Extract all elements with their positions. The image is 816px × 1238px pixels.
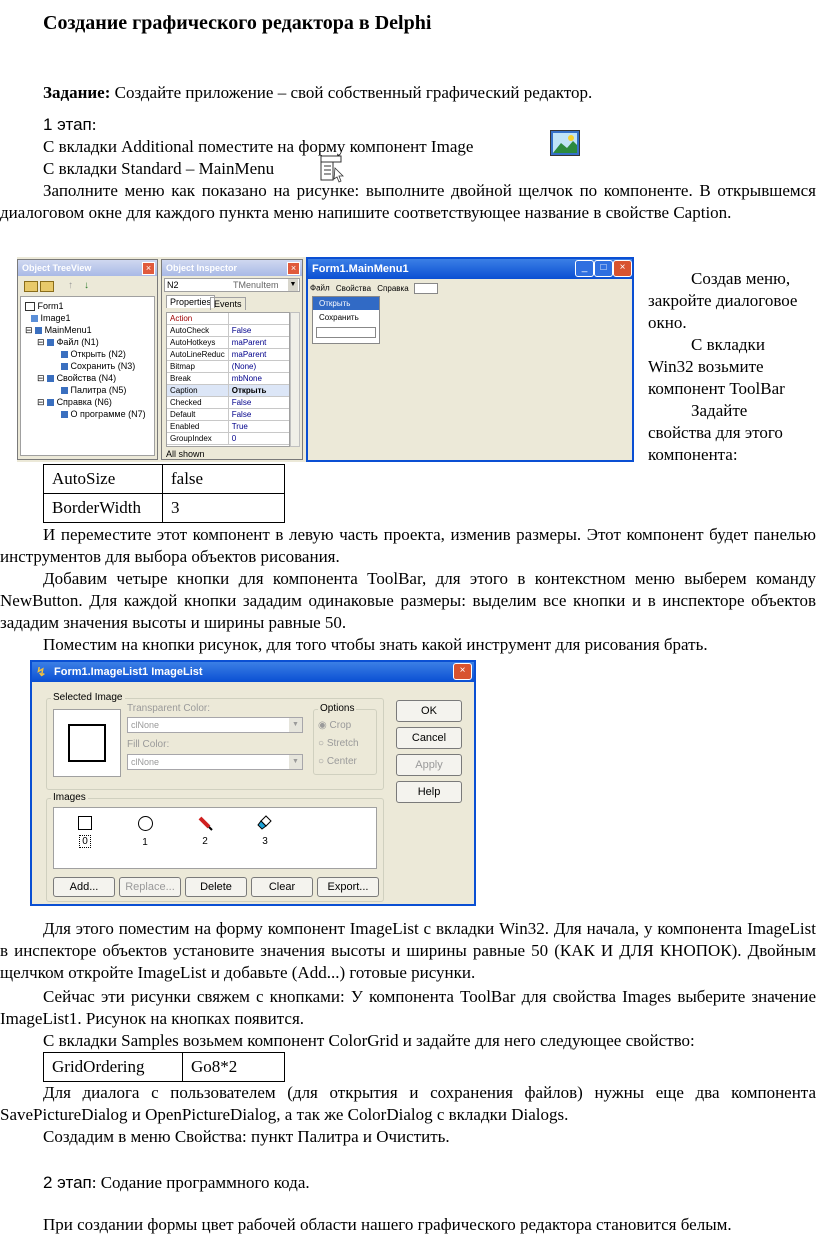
tab-events[interactable]	[210, 297, 246, 310]
export-label: Export...	[327, 881, 369, 893]
clear-button[interactable]	[251, 877, 313, 897]
imagelist-titlebar	[32, 662, 474, 682]
menu-item-new[interactable]	[316, 327, 376, 338]
property-value[interactable]: maParent	[228, 337, 289, 349]
property-value[interactable]: mbNone	[228, 373, 289, 385]
radio-crop[interactable]: ◉ Crop	[318, 720, 352, 731]
replace-label: Replace...	[125, 881, 175, 893]
treeview-titlebar	[18, 260, 157, 276]
dropdown-menu	[312, 296, 380, 344]
image-index: 3	[262, 836, 268, 847]
radio-stretch[interactable]: ○ Stretch	[318, 738, 359, 749]
property-value[interactable]	[228, 313, 289, 325]
imagelist-dialog	[30, 660, 476, 906]
image-item[interactable]	[74, 814, 96, 847]
selector-name: N2	[167, 280, 179, 290]
image-component-icon	[550, 130, 580, 156]
menu-designer-title: Form1.MainMenu1	[312, 263, 409, 275]
image-item[interactable]	[254, 814, 276, 847]
stage1-line2: С вкладки Standard – MainMenu	[43, 159, 275, 178]
menu-item-open[interactable]: Открыть	[313, 297, 379, 310]
property-name: Caption	[167, 385, 228, 397]
property-value[interactable]: False	[228, 397, 289, 409]
arrow-up-icon[interactable]: ↑	[68, 280, 73, 291]
property-row[interactable]	[167, 421, 289, 433]
tree-node-label: Файл (N1)	[56, 337, 99, 347]
treeview-title: Object TreeView	[22, 263, 92, 273]
property-name: Action	[167, 313, 228, 325]
inspector-close-icon[interactable]: ×	[287, 262, 300, 275]
inspector-titlebar	[162, 260, 302, 276]
property-value[interactable]: maParent	[228, 349, 289, 361]
selected-image-group	[46, 692, 384, 790]
images-label: Images	[53, 792, 86, 803]
side-text-1: Создав меню, закройте диалоговое окно.	[648, 269, 798, 332]
tree-node[interactable]: ⊟ Свойства (N4)	[37, 373, 117, 383]
property-name: Default	[167, 409, 228, 421]
delete-label: Delete	[200, 881, 232, 893]
tree-node[interactable]: ⊟ Файл (N1)	[37, 337, 99, 347]
arrow-down-icon[interactable]: ↓	[84, 280, 89, 291]
treeview-tree	[20, 296, 155, 456]
property-row[interactable]	[167, 397, 289, 409]
tree-node-label: MainMenu1	[44, 325, 92, 335]
stage2-text: : Содание программного кода.	[91, 1173, 310, 1192]
tree-node-label: Image1	[40, 313, 71, 323]
images-group	[46, 792, 384, 902]
menu-item-save[interactable]: Сохранить	[319, 313, 359, 322]
tree-node-label: Открыть (N2)	[70, 349, 126, 359]
property-name: Bitmap	[167, 361, 228, 373]
inspector-object-selector[interactable]	[164, 278, 300, 292]
toolbar-properties-table	[43, 464, 285, 523]
add-button[interactable]	[53, 877, 115, 897]
fill-color-value: clNone	[131, 757, 160, 767]
tree-node-label: Form1	[37, 301, 64, 311]
side-text-2: С вкладки Win32 возьмите компонент ToolBar	[648, 335, 785, 398]
inspector-title: Object Inspector	[166, 263, 238, 273]
close-button[interactable]: ×	[613, 260, 632, 277]
apply-label: Apply	[415, 759, 443, 771]
property-row[interactable]	[167, 325, 289, 337]
property-row[interactable]	[167, 385, 289, 397]
pencil-icon	[197, 815, 213, 831]
chevron-down-icon[interactable]: ▼	[289, 718, 302, 732]
selected-image-preview	[53, 709, 121, 777]
treeview-toolbar	[20, 278, 155, 294]
folder-add-icon[interactable]	[40, 281, 54, 292]
menu-help[interactable]: Справка	[377, 283, 409, 293]
property-table	[167, 313, 289, 445]
para-picture: Поместим на кнопки рисунок, для того чтобы знать какой инструмент для рисования брать.	[43, 635, 708, 654]
ok-label: OK	[421, 705, 437, 717]
side-text-3: Задайте свойства для этого компонента:	[648, 401, 783, 464]
maximize-button[interactable]: □	[594, 260, 613, 277]
chevron-down-icon[interactable]: ▼	[289, 755, 302, 769]
menu-bar	[310, 283, 438, 294]
transparent-color-field[interactable]	[127, 717, 303, 733]
table-row	[44, 1053, 285, 1082]
property-row[interactable]	[167, 373, 289, 385]
selected-image-label: Selected Image	[53, 692, 123, 703]
para-imagelist: Для этого поместим на форму компонент ImageList с вкладки Win32. Для начала, у компонента ImageList в инспекторе объектов установите значения высоты и ширины равные 50 (КАК И ДЛЯ КНОПОК). Двойным щелчком откройте ImageList и добавьте (Add...) готовые рисунки.	[0, 919, 816, 982]
image-item[interactable]	[134, 814, 156, 848]
radio-center[interactable]: ○ Center	[318, 756, 357, 767]
task-text: Создайте приложение – свой собственный графический редактор.	[110, 83, 593, 102]
stage1-heading	[43, 114, 803, 136]
chevron-down-icon[interactable]: ▼	[288, 279, 298, 291]
transparent-color-value: clNone	[131, 720, 160, 730]
property-value[interactable]: Открыть	[228, 385, 289, 397]
prop-value: 3	[163, 494, 285, 523]
prop-name: BorderWidth	[44, 494, 163, 523]
stage1-label: 1 этап	[43, 115, 92, 134]
options-group	[313, 703, 377, 775]
replace-button[interactable]	[119, 877, 181, 897]
property-value[interactable]: False	[228, 409, 289, 421]
tree-node[interactable]	[61, 409, 146, 419]
selector-type: TMenuItem	[233, 280, 279, 290]
task-label: Задание:	[43, 83, 111, 102]
add-label: Add...	[69, 881, 99, 893]
menu-designer-window	[306, 257, 634, 462]
stage2-heading	[43, 1172, 803, 1194]
tab-properties[interactable]	[166, 295, 215, 308]
menu-new-slot[interactable]	[414, 283, 438, 294]
options-label: Options	[320, 703, 355, 714]
para-move: И переместите этот компонент в левую часть проекта, изменив размеры. Этот компонент будет панелью инструментов для выбора объектов рисования.	[0, 525, 816, 566]
folder-icon[interactable]	[24, 281, 38, 292]
object-treeview-window	[17, 259, 158, 460]
paint-bucket-icon	[257, 815, 273, 831]
prop-value: Go8*2	[183, 1053, 285, 1082]
tree-node[interactable]	[61, 385, 126, 395]
property-value[interactable]: 0	[228, 433, 289, 445]
prop-name: GridOrdering	[44, 1053, 183, 1082]
delete-button[interactable]	[185, 877, 247, 897]
images-list	[53, 807, 377, 869]
property-name: Checked	[167, 397, 228, 409]
tree-node-label: Свойства (N4)	[56, 373, 117, 383]
tree-node[interactable]: ⊟ MainMenu1	[25, 325, 92, 335]
cancel-label: Cancel	[411, 732, 447, 744]
help-label: Help	[417, 786, 441, 798]
tree-node-label: Палитра (N5)	[70, 385, 127, 395]
export-button[interactable]	[317, 877, 379, 897]
tree-node[interactable]	[61, 349, 126, 359]
imagelist-title: Form1.ImageList1 ImageList	[54, 666, 203, 678]
stage1-line1: С вкладки Additional поместите на форму компонент Image	[43, 137, 474, 156]
inspector-status: All shown	[166, 449, 205, 459]
property-row[interactable]	[167, 409, 289, 421]
image-index: 1	[142, 837, 148, 848]
tree-node[interactable]	[31, 313, 71, 323]
tree-node[interactable]	[61, 361, 135, 371]
delphi-logo-icon: ↯	[36, 665, 47, 679]
property-name: GroupIndex	[167, 433, 228, 445]
cancel-button[interactable]	[396, 727, 462, 749]
property-row[interactable]	[167, 313, 289, 325]
para-colorgrid: С вкладки Samples возьмем компонент ColorGrid и задайте для него следующее свойство:	[43, 1031, 695, 1050]
stage1-line3: Заполните меню как показано на рисунке: выполните двойной щелчок по компоненте. В открывшемся диалоговом окне для каждого пункта меню напишите соответствующее название в свойстве Caption.	[0, 181, 816, 222]
para-link: Сейчас эти рисунки свяжем с кнопками: У компонента ToolBar для свойства Images выберите значение ImageList1. Рисунок на кнопках появится.	[0, 987, 816, 1028]
image-index: 2	[202, 836, 208, 847]
prop-value: false	[163, 465, 285, 494]
imagelist-close-button[interactable]: ×	[453, 663, 472, 680]
property-value[interactable]: True	[228, 421, 289, 433]
property-name: AutoCheck	[167, 325, 228, 337]
property-name: Break	[167, 373, 228, 385]
radio-center-label: Center	[326, 756, 357, 767]
apply-button[interactable]	[396, 754, 462, 776]
minimize-button[interactable]: _	[575, 260, 594, 277]
ok-button[interactable]	[396, 700, 462, 722]
inspector-grid	[166, 312, 290, 447]
para-last: При создании формы цвет рабочей области нашего графического редактора становится белым.	[43, 1215, 732, 1234]
property-value[interactable]: (None)	[228, 361, 289, 373]
page-title: Создание графического редактора в Delphi	[43, 12, 432, 34]
stage1-colon: :	[91, 115, 97, 134]
tree-node[interactable]: ⊟ Справка (N6)	[37, 397, 112, 407]
para-dialogs: Для диалога с пользователем (для открытия и сохранения файлов) нужны еще два компонента SavePictureDialog и OpenPictureDialog, а так же ColorDialog с вкладки Dialogs.	[0, 1083, 816, 1124]
property-row[interactable]	[167, 361, 289, 373]
property-row[interactable]	[167, 433, 289, 445]
para-buttons: Добавим четыре кнопки для компонента ToolBar, для этого в контекстном меню выберем команду NewButton. Для каждой кнопки зададим одинаковые размеры: выделим все кнопки и в инспекторе объектов зададим значения высоты и ширины равные 50.	[0, 569, 816, 632]
image-item[interactable]	[194, 814, 216, 847]
table-row	[44, 465, 285, 494]
object-inspector-window	[161, 259, 303, 460]
colorgrid-properties-table	[43, 1052, 285, 1082]
tree-node-label: Справка (N6)	[56, 397, 112, 407]
task-paragraph	[43, 82, 803, 104]
fill-color-field[interactable]	[127, 754, 303, 770]
tree-node[interactable]	[25, 301, 64, 311]
property-name: Enabled	[167, 421, 228, 433]
tree-node-label: Сохранить (N3)	[70, 361, 136, 371]
stage2-label: 2 этап	[43, 1173, 92, 1192]
table-row	[44, 494, 285, 523]
property-row[interactable]	[167, 349, 289, 361]
help-button[interactable]	[396, 781, 462, 803]
prop-name: AutoSize	[44, 465, 163, 494]
square-icon	[68, 724, 106, 762]
clear-label: Clear	[268, 881, 296, 893]
menu-file[interactable]: Файл	[310, 283, 330, 293]
tree-node-label: О программе (N7)	[70, 409, 146, 419]
property-row[interactable]	[167, 337, 289, 349]
fill-color-label: Fill Color:	[127, 739, 170, 750]
radio-crop-label: Crop	[329, 720, 352, 731]
tab-events-label: Events	[214, 299, 242, 309]
radio-stretch-label: Stretch	[326, 738, 359, 749]
image-index: 0	[79, 835, 91, 848]
delphi-screenshot	[17, 257, 634, 462]
tab-properties-label: Properties	[170, 297, 212, 307]
transparent-color-label: Transparent Color:	[127, 703, 210, 714]
square-icon	[78, 816, 92, 830]
property-name: AutoHotkeys	[167, 337, 228, 349]
inspector-scrollbar[interactable]	[290, 312, 300, 447]
treeview-close-icon[interactable]: ×	[142, 262, 155, 275]
menu-properties[interactable]: Свойства	[335, 283, 372, 293]
property-name: AutoLineReduc	[167, 349, 228, 361]
circle-icon	[138, 816, 153, 831]
property-value[interactable]: False	[228, 325, 289, 337]
para-menu: Создадим в меню Свойства: пункт Палитра и Очистить.	[43, 1127, 450, 1146]
